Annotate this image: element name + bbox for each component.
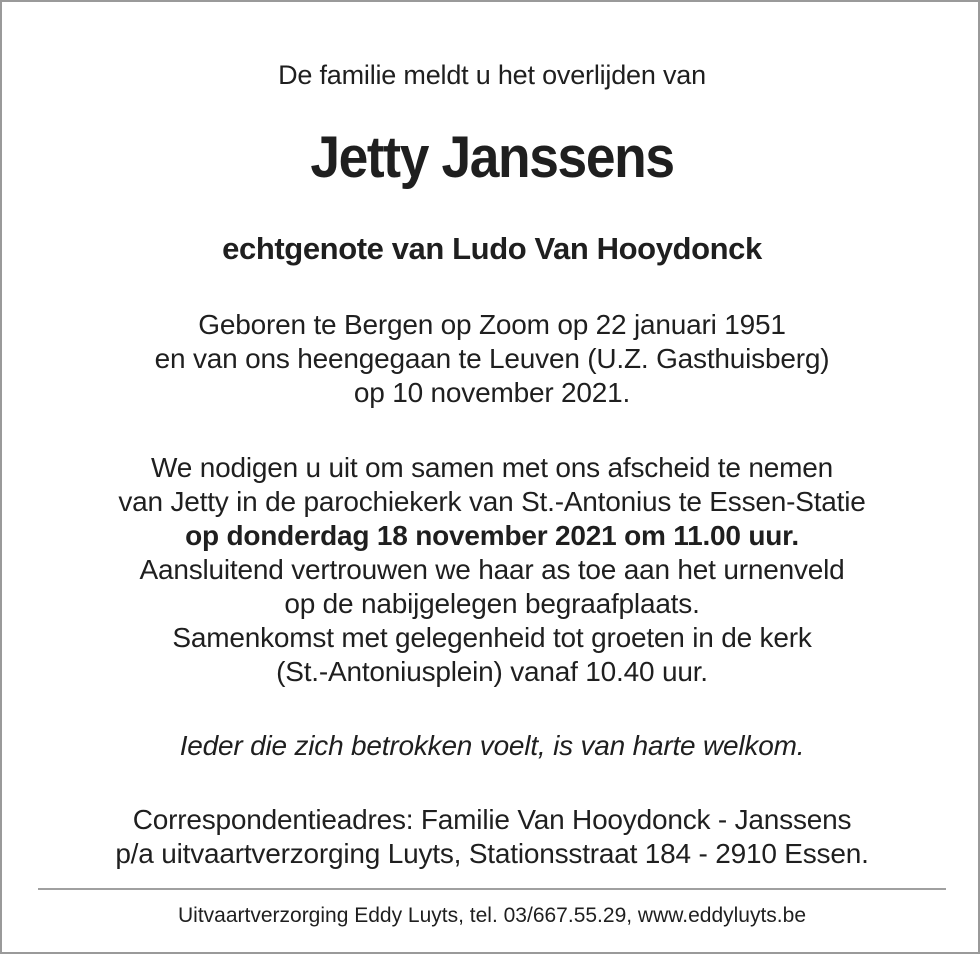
ceremony-line: (St.-Antoniusplein) vanaf 10.40 uur. [276,656,708,687]
birth-line: Geboren te Bergen op Zoom op 22 januari 1951 [198,309,786,340]
ceremony-line: op de nabijgelegen begraafplaats. [284,588,700,619]
deceased-name: Jetty Janssens [310,125,674,190]
ceremony-date: op donderdag 18 november 2021 om 11.00 uur. [185,520,799,551]
welcome-text: Ieder die zich betrokken voelt, is van harte welkom. [179,730,805,761]
ceremony-line: van Jetty in de parochiekerk van St.-Antonius te Essen-Statie [118,486,866,517]
ceremony-line: Aansluitend vertrouwen we haar as toe aan het urnenveld [139,554,845,585]
spouse-line: echtgenote van Ludo Van Hooydonck [222,231,762,266]
ceremony-line: We nodigen u uit om samen met ons afscheid te nemen [151,452,833,483]
correspondence-line: p/a uitvaartverzorging Luyts, Stationsstraat 184 - 2910 Essen. [115,838,869,869]
birth-line: op 10 november 2021. [353,377,631,408]
ceremony-line: Samenkomst met gelegenheid tot groeten in de kerk [172,622,812,653]
footer-divider [38,888,946,890]
intro-text: De familie meldt u het overlijden van [278,60,706,90]
funeral-home-footer: Uitvaartverzorging Eddy Luyts, tel. 03/667.55.29, www.eddyluyts.be [177,904,806,927]
correspondence-line: Correspondentieadres: Familie Van Hooydonck - Janssens [132,804,852,835]
birth-line: en van ons heengegaan te Leuven (U.Z. Gasthuisberg) [154,343,830,374]
